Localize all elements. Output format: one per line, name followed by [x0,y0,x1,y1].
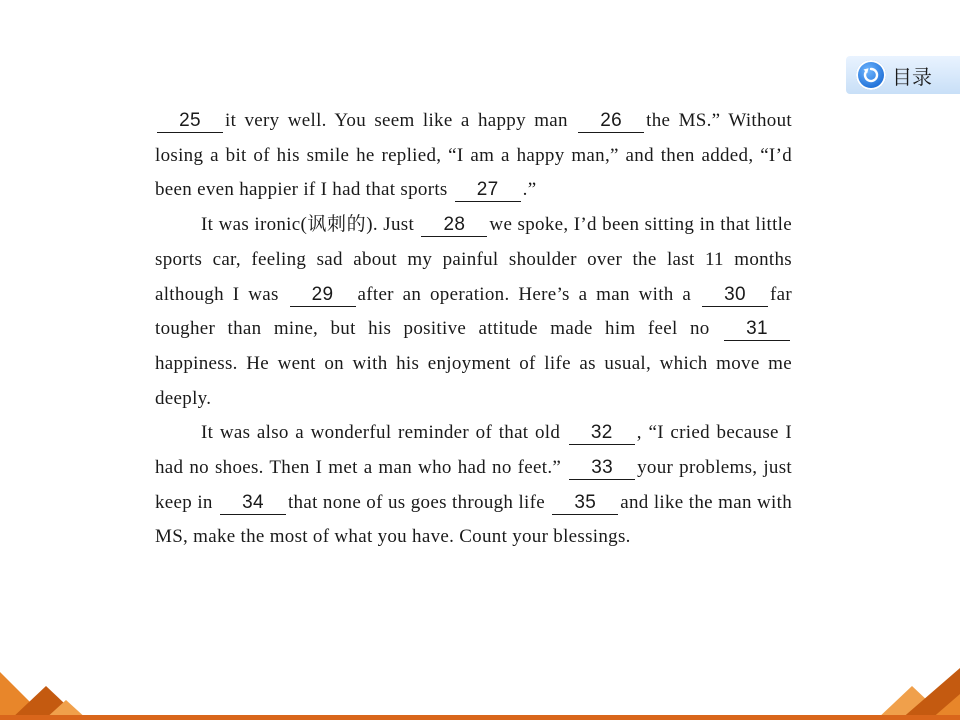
blank-25: 25 [157,110,223,133]
passage-text: , “I cried because I had no shoes. Then I met a man who had no feet.” [155,422,792,479]
blank-28: 28 [421,214,487,237]
blank-33: 33 [569,457,635,480]
passage-text: .” [522,179,537,201]
passage-text: that none of us goes through life [287,491,551,513]
passage-text: after an operation. Here’s a man with a [357,283,700,305]
blank-27: 27 [455,179,521,202]
passage-text: It was ironic(讽刺的). Just [201,214,420,236]
passage-text: the MS.” Without losing a bit of his smile he replied, “I am a happy man,” and then added, “I’d been even happier if I had that sports [155,110,792,201]
blank-30: 30 [702,284,768,307]
blank-34: 34 [220,492,286,515]
footer-line [0,715,960,720]
passage-text: your problems, just keep in [155,457,792,513]
passage-text: It was also a wonderful reminder of that old [201,422,567,444]
passage-text: it very well. You seem like a happy man [225,110,577,131]
passage-text: far tougher than mine, but his positive attitude made him feel no [155,283,792,340]
blank-29: 29 [290,284,356,307]
blank-31: 31 [724,318,790,341]
toc-label: 目录 [892,64,932,89]
passage-text: happiness. He went on with his enjoyment of life as usual, which move me deeply. [155,352,792,409]
blank-35: 35 [552,492,618,515]
blank-26: 26 [578,110,644,133]
passage-text: we spoke, I’d been sitting in that little sports car, feeling sad about my painful shoulder over the last 11 months although I was [155,214,792,305]
blank-32: 32 [569,422,635,445]
passage-text: and like the man with MS, make the most of what you have. Count your blessings. [155,491,792,548]
